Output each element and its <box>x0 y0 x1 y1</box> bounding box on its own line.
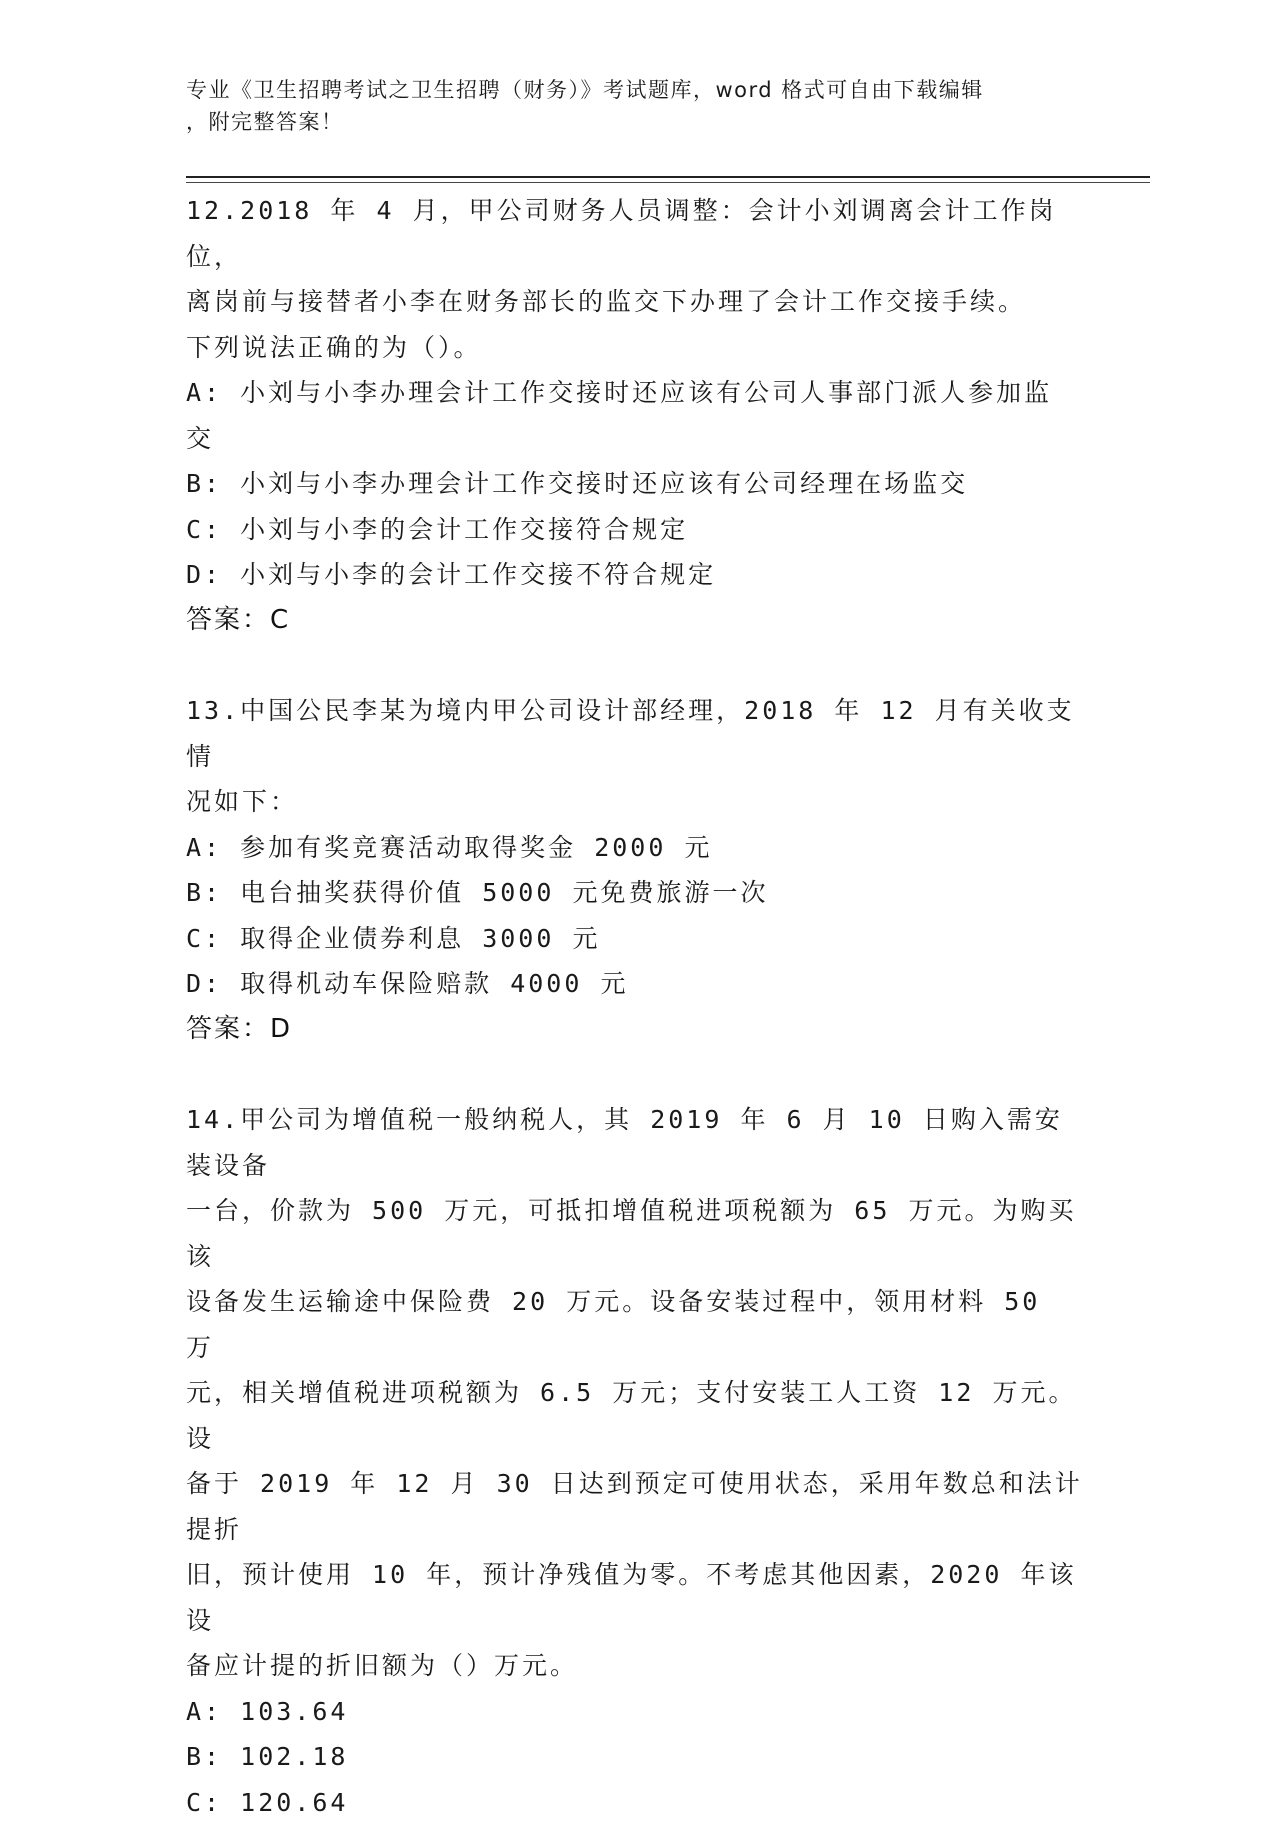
answer-line: 答案：C <box>186 598 1086 644</box>
option-d: D: 小刘与小李的会计工作交接不符合规定 <box>186 552 1086 598</box>
option-d: D: 取得机动车保险赔款 4000 元 <box>186 961 1086 1007</box>
question-stem-line: 备于 2019 年 12 月 30 日达到预定可使用状态，采用年数总和法计提折 <box>186 1461 1086 1552</box>
option-b: B: 102.18 <box>186 1734 1086 1780</box>
option-a: A: 参加有奖竞赛活动取得奖金 2000 元 <box>186 825 1086 871</box>
option-b: B: 电台抽奖获得价值 5000 元免费旅游一次 <box>186 870 1086 916</box>
question-stem-line: 旧，预计使用 10 年，预计净残值为零。不考虑其他因素，2020 年该设 <box>186 1552 1086 1643</box>
question-13 <box>186 688 1086 1052</box>
header-rule-thin <box>186 182 1150 183</box>
option-b: B: 小刘与小李办理会计工作交接时还应该有公司经理在场监交 <box>186 461 1086 507</box>
header-line-2: ，附完整答案！ <box>186 106 1076 138</box>
option-a-continued: 交 <box>186 416 1086 462</box>
question-stem-line: 13.中国公民李某为境内甲公司设计部经理，2018 年 12 月有关收支情 <box>186 688 1086 779</box>
question-stem-line: 12.2018 年 4 月，甲公司财务人员调整：会计小刘调离会计工作岗位， <box>186 188 1086 279</box>
question-spacer <box>186 1052 1086 1097</box>
question-list <box>186 188 1086 1825</box>
header-line-1: 专业《卫生招聘考试之卫生招聘（财务）》考试题库，word 格式可自由下载编辑 <box>186 74 1076 106</box>
question-spacer <box>186 643 1086 688</box>
question-stem-line: 离岗前与接替者小李在财务部长的监交下办理了会计工作交接手续。 <box>186 279 1086 325</box>
option-c: C: 120.64 <box>186 1780 1086 1825</box>
answer-line: 答案：D <box>186 1007 1086 1053</box>
question-stem-line: 元，相关增值税进项税额为 6.5 万元；支付安装工人工资 12 万元。设 <box>186 1370 1086 1461</box>
question-14 <box>186 1097 1086 1825</box>
option-a: A: 103.64 <box>186 1689 1086 1735</box>
option-a: A: 小刘与小李办理会计工作交接时还应该有公司人事部门派人参加监 <box>186 370 1086 416</box>
option-c: C: 小刘与小李的会计工作交接符合规定 <box>186 507 1086 553</box>
option-c: C: 取得企业债券利息 3000 元 <box>186 916 1086 962</box>
question-stem-line: 14.甲公司为增值税一般纳税人，其 2019 年 6 月 10 日购入需安装设备 <box>186 1097 1086 1188</box>
question-stem-line: 设备发生运输途中保险费 20 万元。设备安装过程中，领用材料 50 万 <box>186 1279 1086 1370</box>
question-stem-line: 一台，价款为 500 万元，可抵扣增值税进项税额为 65 万元。为购买该 <box>186 1188 1086 1279</box>
question-stem-line: 况如下： <box>186 779 1086 825</box>
header-rule-thick <box>186 176 1150 178</box>
question-12 <box>186 188 1086 643</box>
question-stem-line: 下列说法正确的为（）。 <box>186 325 1086 371</box>
question-stem-line: 备应计提的折旧额为（）万元。 <box>186 1643 1086 1689</box>
document-header <box>186 74 1076 138</box>
